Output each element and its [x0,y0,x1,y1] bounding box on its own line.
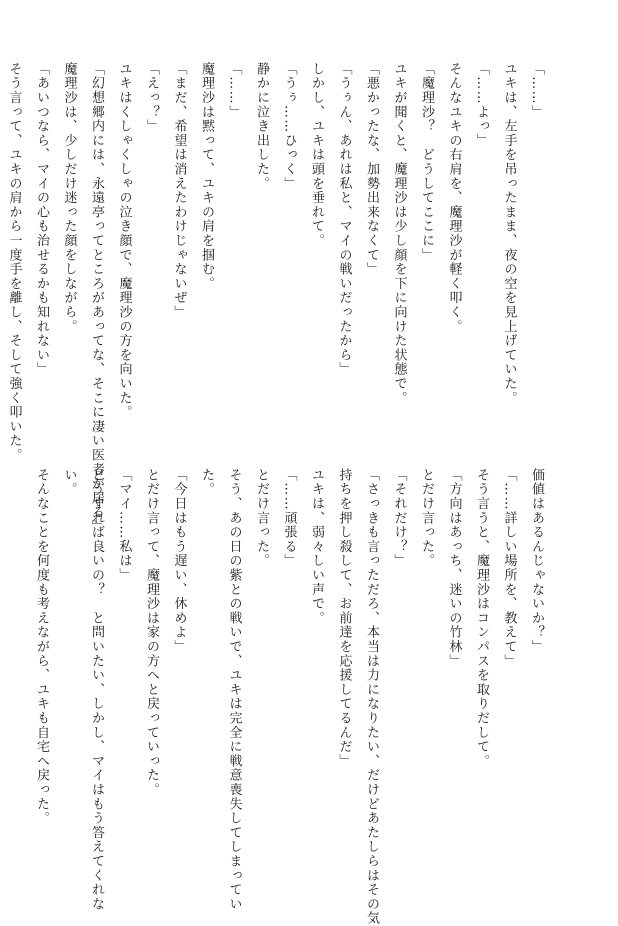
text-line: そう言って、ユキの肩から一度手を離し、そして強く叩いた。 [6,62,22,463]
text-line: 「今日はもう遅い、休めよ」 [171,468,187,654]
text-line: 「……よっ」 [474,62,489,148]
text-line: 「うぅん、あれは私と、マイの戦いだったから」 [336,62,352,377]
text-line: 「……」 [529,62,544,120]
text-line: 「マイ……私は」 [116,468,132,583]
text-line: 「えっ？」 [144,62,159,134]
text-line: 魔理沙は黙って、ユキの肩を掴む。 [199,62,214,291]
text-line: しかし、ユキは頭を垂れて。 [309,62,324,248]
text-line: 「さっきも言っただろ、本当は力になりたい、だけどあたしらはその気 [364,468,379,926]
text-line: 「方向はあっち、迷いの竹林」 [446,468,462,669]
text-line: 「……詳しい場所を、教えて」 [501,468,517,669]
text-line: 「うぅ……ひっく」 [281,62,297,191]
text-line: ユキが聞くと、魔理沙は少し顔を下に向けた状態で。 [391,62,407,406]
text-line: 「……頑張る」 [281,468,297,569]
text-line: 「それだけ？」 [391,468,407,569]
text-line: そう、あの日の紫との戦いで、ユキは完全に戦意喪失してしまってい [226,468,242,912]
text-line: そんなことを何度も考えながら、ユキも自宅へ戻った。 [34,468,49,826]
text-line: とだけ言った。 [254,468,269,569]
text-line: 持ちを押し殺して、お前達を応援してるんだ」 [336,468,352,769]
text-line: ユキは、左手を吊ったまま、夜の空を見上げていた。 [501,62,517,406]
text-line: そんなユキの右肩を、魔理沙が軽く叩く。 [446,62,462,334]
text-line: た。 [199,468,214,497]
text-line: 魔理沙は、少しだけ迷った顔をしながら。 [61,62,77,334]
text-line: 静かに泣き出した。 [254,62,269,191]
text-line: 「……」 [226,62,242,120]
text-line: 「魔理沙？ どうしてここに」 [419,62,434,263]
text-line: ユキはくしゃくしゃの泣き顔で、魔理沙の方を向いた。 [116,62,132,420]
text-line: 「悪かったな、加勢出来なくて」 [364,62,379,277]
text-line: 「幻想郷内には、永遠亭ってところがあってな、そこに凄い医者が居る」 [89,62,104,534]
text-line: 価値はあるんじゃないか？」 [529,468,544,654]
text-line: とだけ言って、魔理沙は家の方へと戻っていった。 [144,468,159,797]
text-block-bottom [28,468,551,926]
text-line: ユキは、弱々しい声で。 [309,468,324,626]
text-line: とだけ言った。 [419,468,434,569]
text-line: 「まだ、希望は消えたわけじゃないぜ」 [171,62,187,320]
text-line: 「あいつなら、マイの心も治せるかも知れない」 [34,62,49,377]
text-line: い。 [61,468,77,497]
text-line: どうすれば良いの？ と問いたい、しかし、マイはもう答えてくれな [89,468,104,912]
text-line: そう言うと、魔理沙はコンパスを取りだして。 [474,468,489,769]
